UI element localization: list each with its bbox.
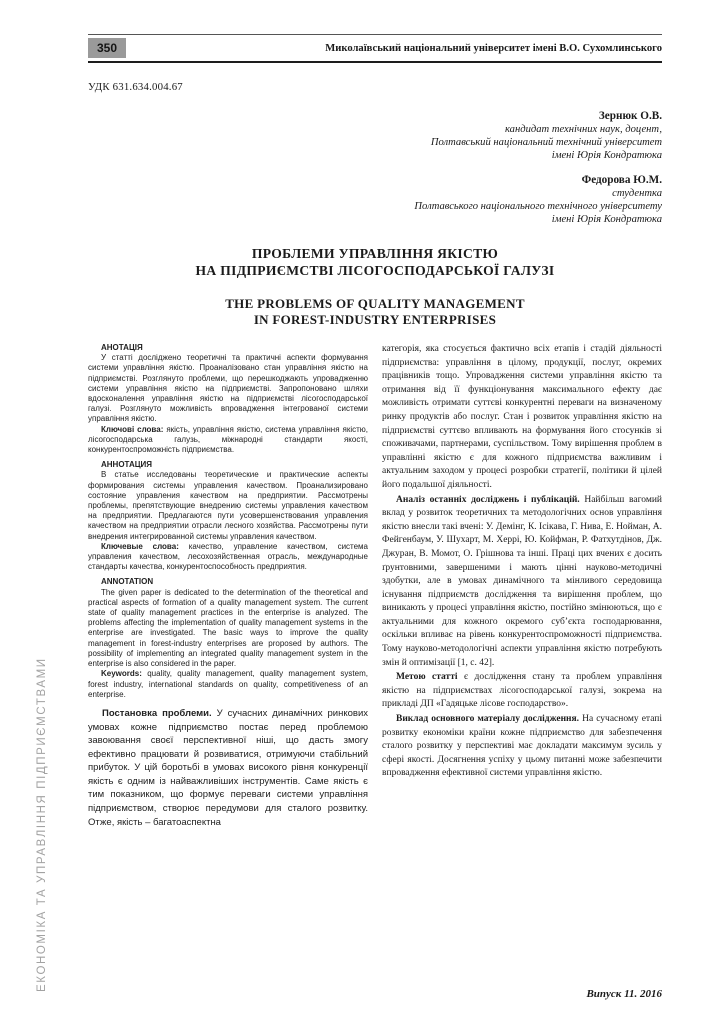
- section-vertical-label: ЕКОНОМІКА ТА УПРАВЛІННЯ ПІДПРИЄМСТВАМИ: [36, 657, 48, 992]
- keywords-en: [88, 669, 368, 700]
- keywords-ru-lead: Ключевые слова:: [101, 541, 179, 551]
- analysis-paragraph: [382, 494, 662, 671]
- article-title-en: [88, 296, 662, 328]
- keywords-ua-text: якість, управління якістю, система управління якістю, лісогосподарська галузь, міжнародні стандарти якості, конкурентоспроможність підприємства.: [88, 424, 368, 455]
- article-title-en-line-1: THE PROBLEMS OF QUALITY MANAGEMENT: [225, 296, 525, 311]
- keywords-ua-lead: Ключові слова:: [101, 424, 164, 434]
- authors-block: [88, 109, 662, 226]
- header-bottom-rule: [88, 61, 662, 63]
- analysis-text: Найбільш вагомий вклад у розвиток теоретичних та методологічних основ управління якістю внесли такі вчені: У. Демінг, К. Ісікава, Г. Нива, Е. Нойман, А. Фейгенбаум, У. Шухарт, М. Херрі, Ю. Койфман, Р. Фатхутдінов, Дж. Джуран, В. Момот, О. Грішнова та інші. Праці цих вчених є досить ґрунтовними, завершеними і мають цінні науково-методичні здобутки, але в умовах динамічного та мінливого середовища існування підприємств дослідження та вирішення проблем, що виникають у процесі управління якістю, постійно змінюються, що є актуальними для кожного окремого суб’єкта господарювання, оскільки впливає на рівень конкурентоспроможності підприємства. Тому науково-методологічні аспекти управління якістю потребують змін й оптимізації [1, с. 42].: [382, 494, 663, 668]
- main-material-text: На сучасному етапі розвитку економіки країни кожне підприємство для забезпечення сталого розвитку у перспективі має докладати максимум зусиль у сфері якості. Досягнення успіху у цьому питанні може забезпечити впровадження ефективної системи управління якістю.: [382, 714, 663, 779]
- annotation-en-text: The given paper is dedicated to the determination of the theoretical and practical aspects of formation of a quality management system. The current state of quality management practices in the enterprise is analyzed. The problems affecting the implementation of quality management systems in the enterprise are investigated. The basic ways to improve the quality management in forest-industry enterprises are proposed by authors. The possibility of implementing an integrated quality management system in the enterprise is also considered in the paper.: [88, 587, 368, 669]
- author-1-affiliation: Полтавський національний технічний університет: [430, 137, 662, 148]
- main-material-paragraph: [382, 713, 662, 781]
- annotation-ua-heading: АНОТАЦІЯ: [101, 343, 143, 352]
- keywords-en-text: quality, quality management, quality management system, forest industry, international standards on quality, competitiveness of an enterprise.: [88, 669, 368, 699]
- keywords-ru: [88, 542, 368, 573]
- article-title-ua-line-2: НА ПІДПРИЄМСТВІ ЛІСОГОСПОДАРСЬКОЇ ГАЛУЗІ: [195, 262, 555, 278]
- page-header: [88, 35, 662, 61]
- author-1-affiliation-2: імені Юрія Кондратюка: [551, 150, 662, 161]
- goal-lead: Метою статті: [396, 672, 458, 683]
- annotation-ua-text: У статті досліджено теоретичні та практичні аспекти формування системи управління якістю. Проаналізовано стан управління якістю на підприємстві. Розглянуто проблеми, що перешкоджають упровадженню системи управління якістю на підприємстві. Запропоновано шляхи вдосконалення управління якістю на підприємстві лісогосподарської галузі. Розглянуто можливість впровадження інтегрованої системи управління якістю.: [88, 353, 368, 424]
- two-column-body: [88, 343, 662, 829]
- goal-paragraph: [382, 671, 662, 712]
- author-2-affiliation: Полтавського національного технічного університету: [414, 201, 662, 212]
- right-column: [382, 343, 662, 829]
- problem-statement-lead: Постановка проблеми.: [102, 707, 212, 719]
- author-2: [88, 173, 662, 226]
- author-1-name: Зернюк О.В.: [598, 110, 662, 122]
- keywords-ru-text: качество, управление качеством, система управления качеством, лесохозяйственная отрасль, международные стандарты качества, конкурентоспособность предприятия.: [88, 541, 369, 572]
- goal-text: є дослідження стану та проблем управління якістю на підприємствах лісогосподарської галузі, зокрема на прикладі ДП «Гадяцьке лісове господарство».: [382, 672, 662, 710]
- page-content: [88, 34, 662, 829]
- problem-statement-paragraph: [88, 707, 368, 829]
- problem-statement-text: У сучасних динамічних ринкових умовах кожне підприємство постає перед проблемою завоювання своєї перспективної ніші, що дасть змогу ефективно працювати й розвиватися, отримуючи стабільний прибуток. У цій боротьбі в умовах високого рівня конкуренції якість є одним із найважливіших інструментів. Саме якість є тим показником, що формує переваги системи управління підприємством, створює передумови для сталого розвитку. Отже, якість – багатоаспектна: [88, 707, 369, 828]
- keywords-en-lead: Keywords:: [101, 669, 142, 679]
- article-title-ua-line-1: ПРОБЛЕМИ УПРАВЛІННЯ ЯКІСТЮ: [251, 246, 499, 261]
- institution-name: Миколаївський національний університет імені В.О. Сухомлинського: [325, 42, 662, 54]
- issue-label: Випуск 11. 2016: [586, 988, 662, 1000]
- annotation-ru-heading: АННОТАЦИЯ: [101, 460, 153, 470]
- author-1-degree: кандидат технічних наук, доцент,: [504, 124, 662, 135]
- keywords-ua: [88, 425, 368, 456]
- udc-code: УДК 631.634.004.67: [88, 81, 183, 93]
- author-1: [88, 109, 662, 162]
- annotation-en-heading: ANNOTATION: [101, 577, 154, 587]
- annotation-ru-text: В статье исследованы теоретические и практические аспекты формирования системы управления качеством. Проанализировано состояние управления качеством на предприятии. Рассмотрены проблемы, препятствующие внедрению системы управления качеством на предприятии. Предлагаются пути усовершенствования управления качеством на предприятии отрасли лесного хозяйства. Рассмотрены пути внедрения интегрированной системы управления качеством.: [88, 470, 368, 541]
- left-column: [88, 343, 368, 829]
- article-title-ua: [88, 246, 662, 279]
- continuation-paragraph: категорія, яка стосується фактично всіх етапів і стадій діяльності підприємства: управління в цілому, продукції, послуг, окремих працівників тощо. Упровадження системи управління якістю та отримання від її функціонування максимального ефекту дає можливість отримати суттєві конкурентні переваги на визначеному ринку продуктів або послуг. Стан і розвиток управління якістю на підприємстві суттєво впливають на формування його стосунків зі споживачами, партнерами, суспільством. Тому вирішення проблем в управлінні якістю є для кожного підприємства важливим і актуальним заходом у процесі розробки стратегії, політики й цілей його подальшої діяльності.: [382, 344, 662, 490]
- article-title-en-line-2: IN FOREST-INDUSTRY ENTERPRISES: [253, 312, 497, 327]
- page-number: 350: [88, 38, 126, 58]
- author-2-name: Федорова Ю.М.: [581, 174, 662, 186]
- main-material-lead: Виклад основного матеріалу дослідження.: [396, 714, 580, 725]
- author-2-affiliation-2: імені Юрія Кондратюка: [551, 214, 662, 225]
- analysis-lead: Аналіз останніх досліджень і публікацій.: [396, 494, 580, 505]
- author-2-degree: студентка: [612, 188, 662, 199]
